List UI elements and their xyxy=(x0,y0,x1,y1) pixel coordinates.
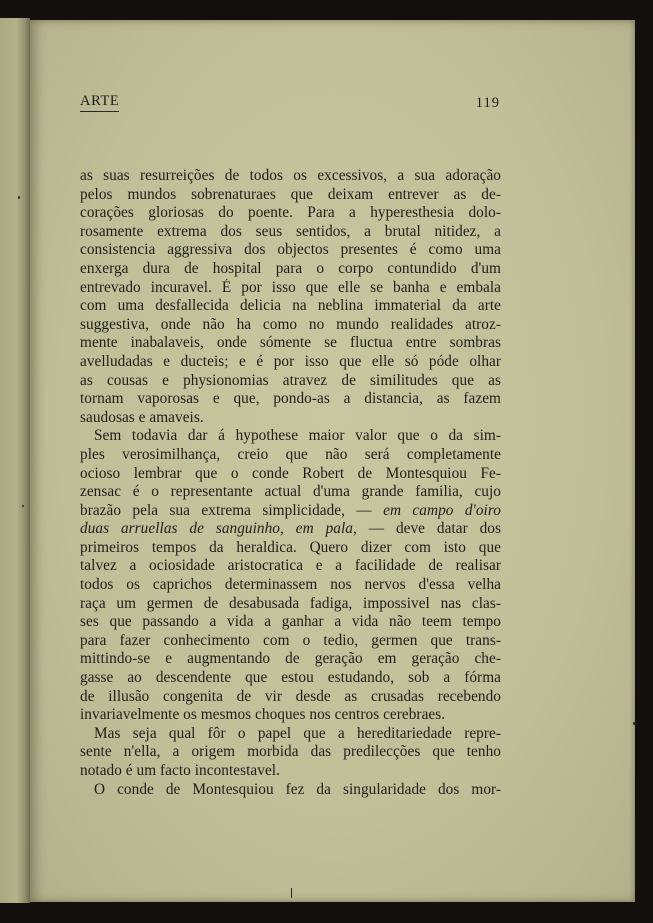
text-line xyxy=(80,669,501,688)
text-line xyxy=(80,743,501,762)
margin-speck xyxy=(18,196,20,199)
text-segment: talvez a ociosidade aristocratica e a facilidade de realisar xyxy=(80,557,501,575)
text-line xyxy=(80,409,501,428)
text-line xyxy=(80,595,501,614)
text-line xyxy=(80,502,501,521)
text-segment: primeiros tempos da heraldica. Quero dizer com isto que xyxy=(80,538,501,556)
italic-text: duas arruellas de sanguinho, em pala, xyxy=(80,520,357,538)
page-number: 119 xyxy=(475,95,500,111)
margin-speck xyxy=(22,505,24,507)
text-line xyxy=(80,427,501,446)
text-segment: com uma desfallecida delicia na neblina immaterial da arte xyxy=(80,297,501,315)
text-line xyxy=(80,223,501,242)
margin-speck xyxy=(633,722,636,725)
text-line xyxy=(80,334,501,353)
text-line xyxy=(80,706,501,725)
text-line xyxy=(80,632,501,651)
text-segment: suggestiva, onde não ha como no mundo realidades atroz- xyxy=(80,315,501,333)
text-line xyxy=(80,446,501,465)
text-line xyxy=(80,539,501,558)
text-line xyxy=(80,353,501,372)
text-line xyxy=(80,167,501,186)
text-segment: ses que passando a vida a ganhar a vida não teem tempo xyxy=(80,613,501,631)
text-segment: raça um germen de desabusada fadiga, impossivel nas clas- xyxy=(80,594,501,612)
text-line xyxy=(80,613,501,632)
text-segment: enxerga dura de hospital para o corpo contundido d'um xyxy=(80,259,501,277)
text-line xyxy=(80,576,501,595)
text-line xyxy=(80,650,501,669)
text-segment: O conde de Montesquiou fez da singularidade dos mor- xyxy=(94,780,501,798)
running-head-title: ARTE xyxy=(80,92,119,112)
text-segment: as suas resurreições de todos os excessivos, a sua adoração xyxy=(80,167,501,184)
italic-text: em campo d'oiro xyxy=(383,501,501,519)
text-line xyxy=(80,390,501,409)
text-segment: rosamente extrema dos seus sentidos, a brutal nitidez, a xyxy=(80,222,501,240)
text-segment: corações gloriosas do poente. Para a hyperesthesia dolo- xyxy=(80,204,501,222)
text-line xyxy=(80,241,501,260)
text-segment: invariavelmente os mesmos choques nos centros cerebraes. xyxy=(80,706,446,724)
text-segment: tornam vaporosas e que, pondo-as a distancia, as fazem xyxy=(80,390,501,408)
text-line xyxy=(80,762,501,781)
text-segment: gasse ao descendente que estou estudando, sob a fórma xyxy=(80,669,501,687)
facing-page-edge xyxy=(0,18,30,903)
text-segment: consistencia aggressiva dos objectos presentes é como uma xyxy=(80,241,501,259)
text-line xyxy=(80,557,501,576)
text-segment: pelos mundos sobrenaturaes que deixam entrever as de- xyxy=(80,185,501,203)
text-segment: mente inabalaveis, onde sómente se fluctua entre sombras xyxy=(80,334,501,352)
text-segment: saudosas e amaveis. xyxy=(80,408,204,426)
text-line xyxy=(80,465,501,484)
text-line xyxy=(80,260,501,279)
body-text xyxy=(80,167,501,799)
text-segment: zensac é o representante actual d'uma grande familia, cujo xyxy=(80,483,501,501)
text-line xyxy=(80,520,501,539)
text-line xyxy=(80,372,501,391)
margin-speck xyxy=(291,888,292,898)
text-line xyxy=(80,297,501,316)
text-segment: Sem todavia dar á hypothese maior valor que o da sim- xyxy=(94,427,501,445)
text-line xyxy=(80,781,501,800)
text-segment: as cousas e physionomias atravez de similitudes que as xyxy=(80,371,501,389)
text-line xyxy=(80,316,501,335)
running-head xyxy=(80,92,500,116)
text-segment: — deve datar dos xyxy=(356,520,501,538)
text-segment: Mas seja qual fôr o papel que a hereditariedade repre- xyxy=(94,724,501,742)
text-segment: notado é um facto incontestavel. xyxy=(80,762,280,779)
text-line xyxy=(80,204,501,223)
text-segment: mittindo-se e augmentando de geração em geração che- xyxy=(80,650,501,668)
text-line xyxy=(80,186,501,205)
text-segment: avelludadas e ducteis; e é por isso que elle só póde olhar xyxy=(80,352,501,370)
text-segment: ocioso lembrar que o conde Robert de Montesquiou Fe- xyxy=(80,464,501,482)
text-segment: brazão pela sua extrema simplicidade, — xyxy=(80,501,384,519)
text-segment: sente n'ella, a origem morbida das predilecções que tenho xyxy=(80,743,501,761)
text-segment: de illusão congenita de vir desde as crusadas recebendo xyxy=(80,687,501,705)
text-segment: entrevado incuravel. É por isso que elle se banha e embala xyxy=(80,278,501,296)
text-line xyxy=(80,688,501,707)
text-segment: para fazer conhecimento com o tedio, germen que trans- xyxy=(80,631,501,649)
text-segment: todos os caprichos determinassem nos nervos d'essa velha xyxy=(80,576,501,594)
text-segment: ples verosimilhança, creio que não será completamente xyxy=(80,445,501,463)
text-line xyxy=(80,279,501,298)
text-line xyxy=(80,483,501,502)
text-line xyxy=(80,725,501,744)
